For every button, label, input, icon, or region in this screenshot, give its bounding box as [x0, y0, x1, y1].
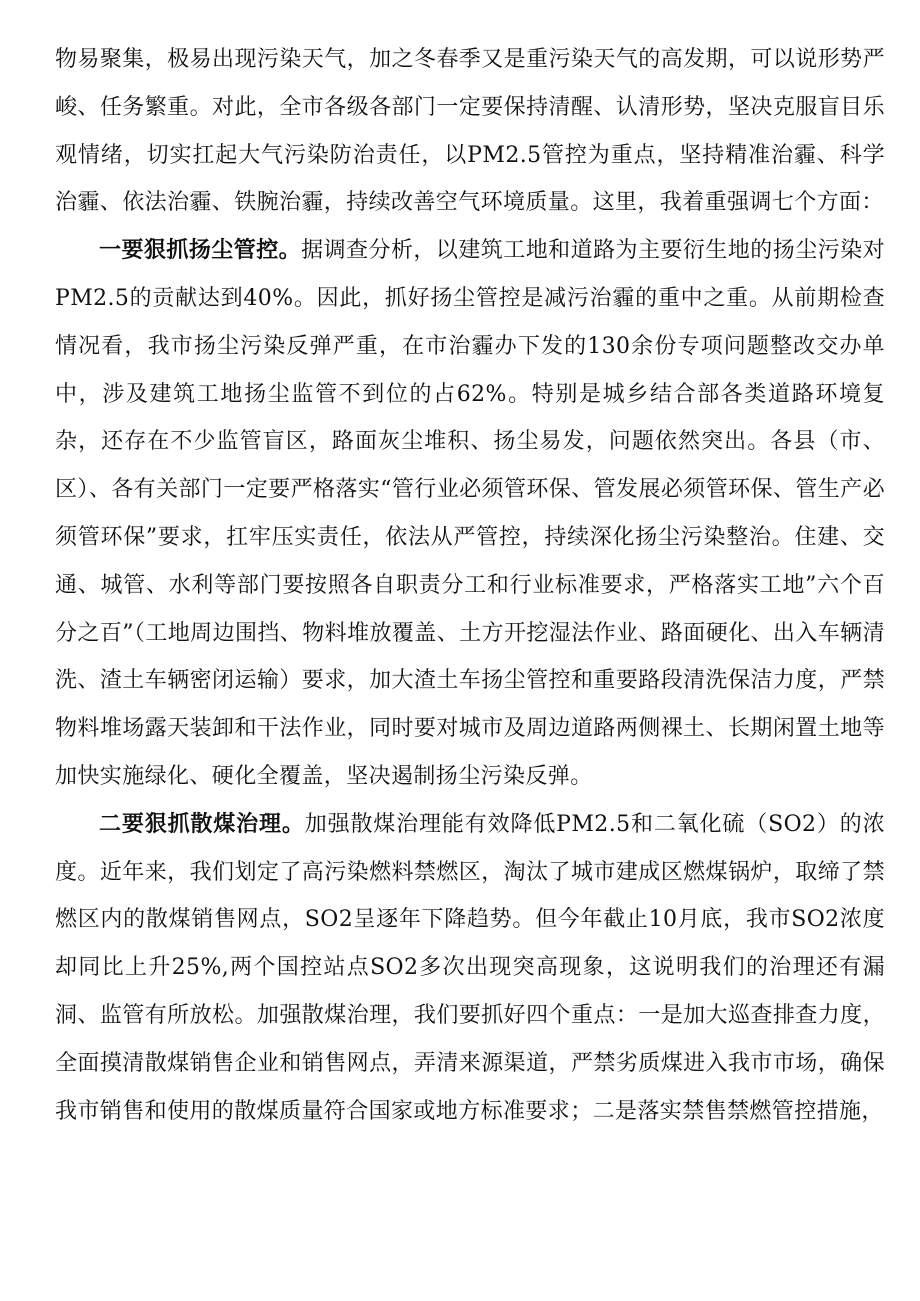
paragraph-dust-control-text: 据调查分析，以建筑工地和道路为主要衍生地的扬尘污染对PM2.5的贡献达到40%。因此，抓好扬尘管控是减污治霾的重中之重。从前期检查情况看，我市扬尘污染反弹严重，在市治霾办下发的130余份专项问题整改交办单中，涉及建筑工地扬尘监管不到位的占62%。特别是城乡结合部各类道路环境复杂，还存在不少监管盲区，路面灰尘堆积、扬尘易发，问题依然突出。各县（市、区）、各有关部门一定要严格落实“管行业必须管环保、管发展必须管环保、管生产必须管环保”要求，扛牢压实责任，依法从严管控，持续深化扬尘污染整治。住建、交通、城管、水利等部门要按照各自职责分工和行业标准要求，严格落实工地”六个百分之百”（工地周边围挡、物料堆放覆盖、土方开挖湿法作业、路面硬化、出入车辆清洗、渣土车辆密闭运输）要求，加大渣土车扬尘管控和重要路段清洗保洁力度，严禁物料堆场露天装卸和干法作业，同时要对城市及周边道路两侧裸土、长期闲置土地等加快实施绿化、硬化全覆盖，坚决遏制扬尘污染反弹。 — [55, 238, 886, 789]
paragraph-coal-control-text: 加强散煤治理能有效降低PM2.5和二氧化硫（SO2）的浓度。近年来，我们划定了高污染燃料禁燃区，淘汰了城市建成区燃煤锅炉，取缔了禁燃区内的散煤销售网点，SO2呈逐年下降趋势。但今年截止10月底，我市SO2浓度却同比上升25%,两个国控站点SO2多次出现突高现象，这说明我们的治理还有漏洞、监管有所放松。加强散煤治理，我们要抓好四个重点：一是加大巡查排查力度，全面摸清散煤销售企业和销售网点，弄清来源渠道，严禁劣质煤进入我市市场，确保我市销售和使用的散煤质量符合国家或地方标准要求；二是落实禁售禁燃管控措施， — [55, 811, 885, 1124]
paragraph-intro — [55, 36, 885, 227]
paragraph-dust-control — [55, 227, 885, 801]
section-heading-coal-control: 二要狠抓散煤治理。 — [99, 811, 305, 837]
paragraph-intro-text: 物易聚集，极易出现污染天气，加之冬春季又是重污染天气的高发期，可以说形势严峻、任务繁重。对此，全市各级各部门一定要保持清醒、认清形势，坚决克服盲目乐观情绪，切实扛起大气污染防治责任，以PM2.5管控为重点，坚持精准治霾、科学治霾、依法治霾、铁腕治霾，持续改善空气环境质量。这里，我着重强调七个方面： — [55, 47, 885, 216]
section-heading-dust-control: 一要狠抓扬尘管控。 — [99, 238, 302, 264]
document-page — [55, 36, 885, 1135]
paragraph-coal-control — [55, 801, 885, 1136]
